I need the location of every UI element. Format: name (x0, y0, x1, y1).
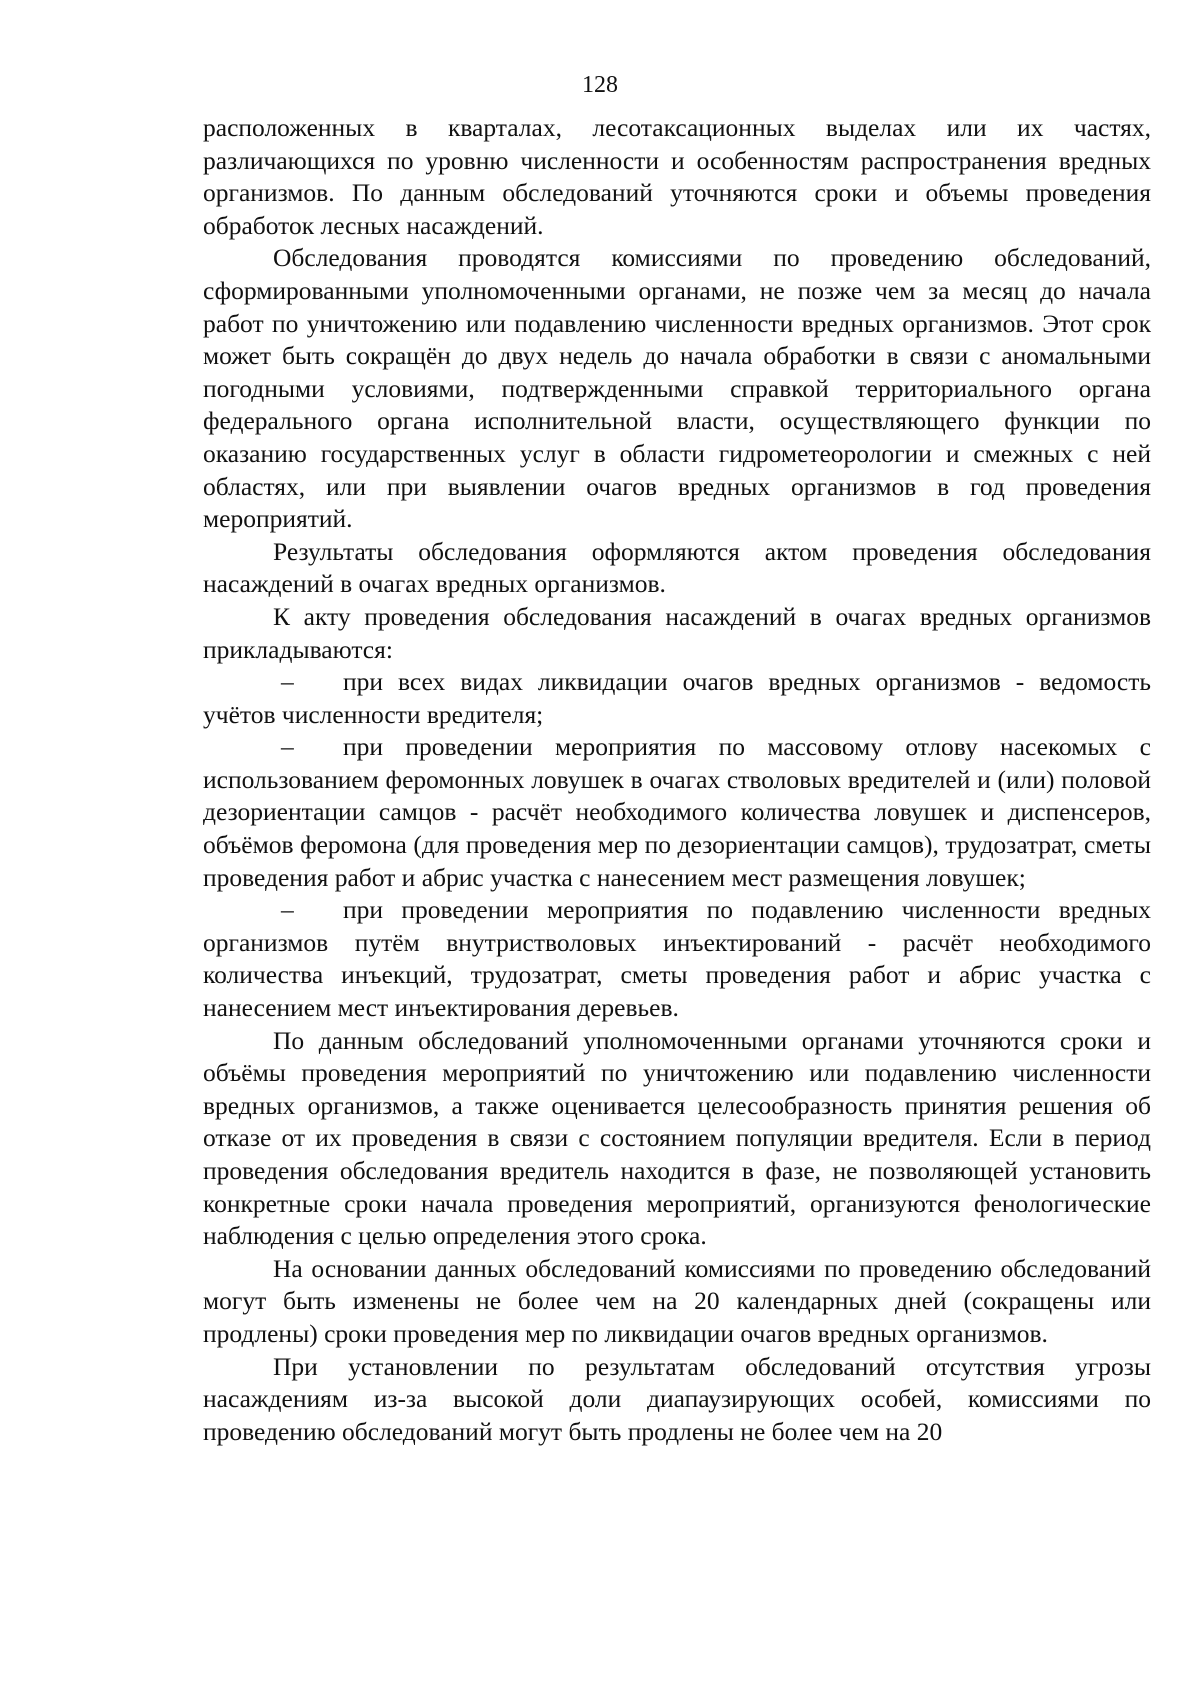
list-dash: – (281, 895, 294, 925)
paragraph-attachments-intro: К акту проведения обследования насаждений в очагах вредных организмов прикладываются: (203, 601, 1151, 664)
paragraph-results: Результаты обследования оформляются актом проведения обследования насаждений в очагах вредных организмов. (203, 536, 1151, 599)
list-item-text: при всех видах ликвидации очагов вредных организмов - ведомость учётов численности вредителя; (203, 667, 1151, 729)
list-dash: – (281, 732, 294, 762)
list-item-pheromone-traps (203, 731, 1151, 894)
list-item-all-types (203, 666, 1151, 731)
page-number: 128 (582, 72, 618, 98)
body-text (203, 112, 1151, 1448)
paragraph-date-changes: На основании данных обследований комиссиями по проведению обследований могут быть изменены не более чем на 20 календарных дней (сокращены или продлены) сроки проведения мер по ликвидации очагов вредных организмов. (203, 1253, 1151, 1348)
list-dash: – (281, 667, 294, 697)
paragraph-surveys: Обследования проводятся комиссиями по проведению обследований, сформированными уполномоченными органами, не позже чем за месяц до начала работ по уничтожению или подавлению численности вредных организмов. Этот срок может быть сокращён до двух недель до начала обработки в связи с аномальными погодными условиями, подтвержденными справкой территориального органа федерального органа исполнительной власти, осуществляющего функции по оказанию государственных услуг в области гидрометеорологии и смежных с ней областях, или при выявлении очагов вредных организмов в год проведения мероприятий. (203, 243, 1151, 534)
paragraph-continuation: расположенных в кварталах, лесотаксационных выделах или их частях, различающихся по уровню численности и особенностям распространения вредных организмов. По данным обследований уточняются сроки и объемы проведения обработок лесных насаждений. (203, 113, 1151, 240)
paragraph-diapause: При установлении по результатам обследований отсутствия угрозы насаждениям из-за высокой доли диапаузирующих особей, комиссиями по проведению обследований могут быть продлены не более чем на 20 (203, 1351, 1151, 1446)
paragraph-clarification: По данным обследований уполномоченными органами уточняются сроки и объёмы проведения мероприятий по уничтожению или подавлению численности вредных организмов, а также оценивается целесообразность принятия решения об отказе от их проведения в связи с состоянием популяции вредителя. Если в период проведения обследования вредитель находится в фазе, не позволяющей установить конкретные сроки начала проведения мероприятий, организуются фенологические наблюдения с целью определения этого срока. (203, 1025, 1151, 1251)
list-item-text: при проведении мероприятия по массовому отлову насекомых с использованием феромонных ловушек в очагах стволовых вредителей и (или) половой дезориентации самцов - расчёт необходимого количества ловушек и диспенсеров, объёмов феромона (для проведения мер по дезориентации самцов), трудозатрат, сметы проведения работ и абрис участка с нанесением мест размещения ловушек; (203, 732, 1151, 892)
list-item-text: при проведении мероприятия по подавлению численности вредных организмов путём внутристволовых инъектирований - расчёт необходимого количества инъекций, трудозатрат, сметы проведения работ и абрис участка с нанесением мест инъектирования деревьев. (203, 895, 1151, 1023)
list-item-injections (203, 894, 1151, 1024)
